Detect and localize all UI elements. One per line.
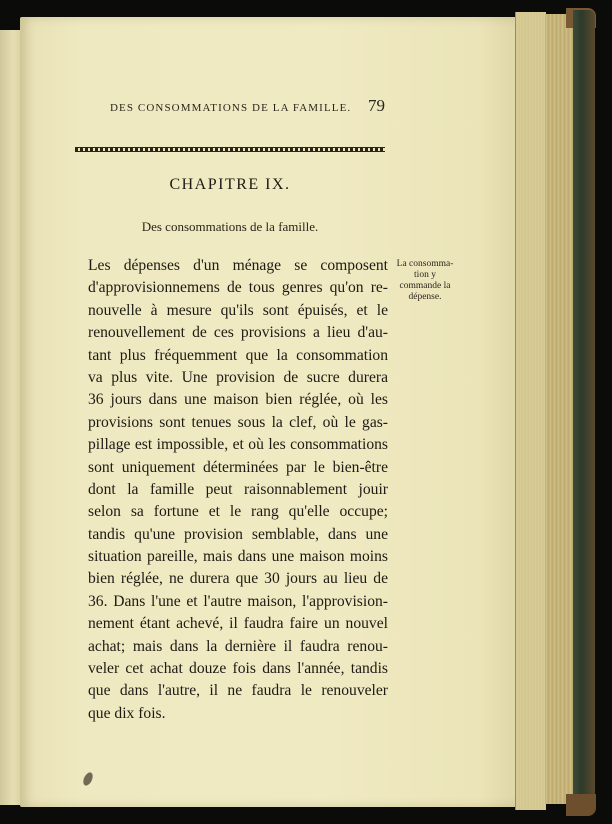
running-head: DES CONSOMMATIONS DE LA FAMILLE. — [110, 102, 352, 114]
body-line: tant plus fréquemment que la consommation — [88, 346, 388, 364]
chapter-subtitle: Des consommations de la famille. — [141, 219, 319, 234]
body-line: nement étant achevé, il faudra faire un nouvel — [88, 615, 388, 633]
body-line: provisions sont tenues sous la clef, où le gas- — [88, 413, 388, 431]
body-line: selon sa fortune et le rang qu'elle occupe; — [88, 503, 388, 521]
body-line: d'approvisionnemens de tous genres qu'on re- — [88, 279, 388, 297]
page-stack — [515, 12, 546, 810]
body-line: va plus vite. Une provision de sucre durera — [88, 368, 388, 386]
body-line: achat; mais dans la dernière il faudra renou- — [88, 637, 388, 655]
margin-note — [394, 259, 456, 303]
page-stack-outer — [545, 14, 573, 804]
page-number: 79 — [368, 96, 385, 115]
margin-note-line: La consomma- — [396, 259, 454, 269]
body-line: pillage est impossible, et où les consommations — [88, 436, 388, 454]
margin-note-line: commande la — [399, 281, 451, 291]
body-line: tandis qu'une provision semblable, dans une — [88, 525, 388, 543]
chapter-title: CHAPITRE IX. — [169, 176, 291, 193]
body-line: Les dépenses d'un ménage se composent — [88, 257, 388, 274]
body-line: situation pareille, mais dans une maison moins — [88, 548, 388, 566]
body-line: que dix fois. — [88, 704, 166, 722]
cover-corner-bottom — [566, 794, 596, 816]
body-text — [88, 255, 388, 725]
margin-note-line: tion y — [414, 270, 436, 280]
body-line: dont la famille peut raisonnablement jouir — [88, 480, 388, 498]
body-line: sont uniquement déterminées par le bien-être — [88, 458, 388, 476]
body-line: renouvellement de ces provisions a lieu d'au- — [88, 324, 388, 342]
body-line: veler cet achat douze fois dans l'année, tandis — [88, 660, 388, 678]
ornamental-rule — [75, 147, 385, 152]
body-line: nouvelle à mesure qu'ils sont épuisés, et le — [88, 301, 388, 319]
body-line: 36 jours dans une maison bien réglée, où les — [88, 391, 388, 409]
margin-note-line: dépense. — [408, 292, 442, 302]
body-line: que dans l'autre, il ne faudra le renouveler — [88, 682, 388, 700]
body-line: bien réglée, ne durera que 30 jours au lieu de — [88, 570, 388, 588]
book-cover — [573, 10, 595, 810]
body-line: 36. Dans l'une et l'autre maison, l'approvision- — [88, 592, 388, 610]
